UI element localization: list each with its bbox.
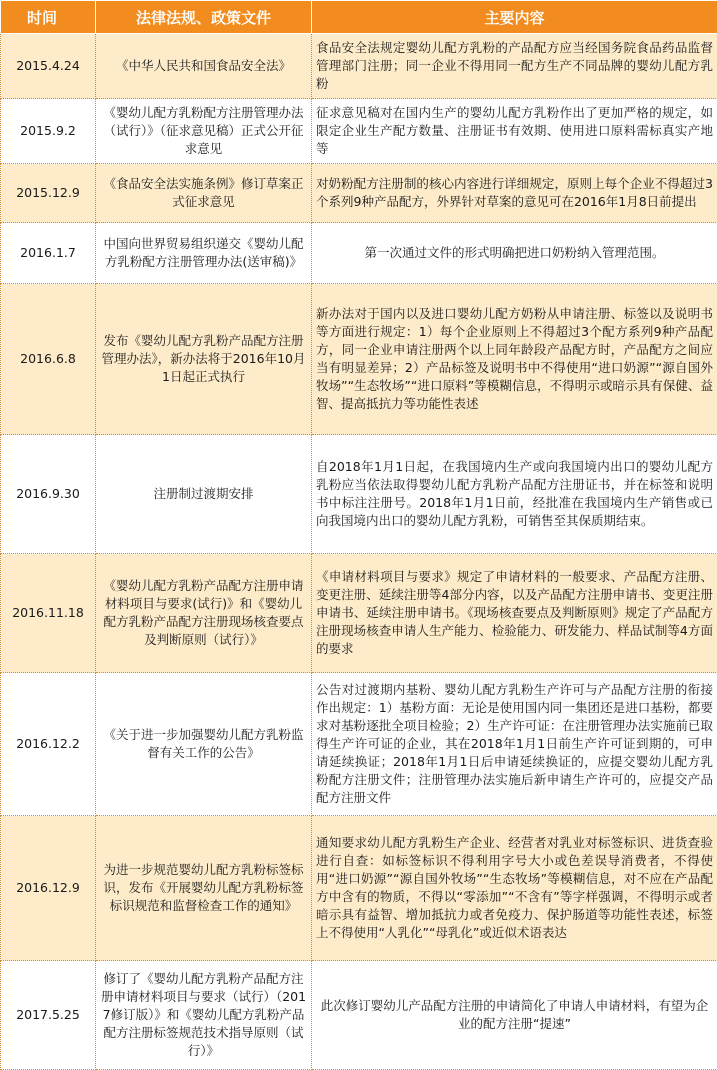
row-date: 2016.1.7	[1, 223, 96, 284]
row-law: 注册制过渡期安排	[96, 435, 312, 554]
row-date: 2015.9.2	[1, 99, 96, 164]
table-row	[1, 164, 717, 223]
row-law: 《婴幼儿配方乳粉产品配方注册申请材料项目与要求(试行)》和《婴幼儿配方乳粉产品配方注册现场核查要点及判断原则（试行）》	[96, 554, 312, 673]
row-date: 2016.12.2	[1, 673, 96, 816]
table-row	[1, 673, 717, 816]
row-date: 2016.9.30	[1, 435, 96, 554]
row-law: 《关于进一步加强婴幼儿配方乳粉监督有关工作的公告》	[96, 673, 312, 816]
table-row	[1, 435, 717, 554]
row-law: 修订了《婴幼儿配方乳粉产品配方注册申请材料项目与要求（试行）（2017修订版）》和《婴幼儿配方乳粉产品配方注册标签规范技术指导原则（试行）》	[96, 961, 312, 1070]
row-law: 发布《婴幼儿配方乳粉产品配方注册管理办法》，新办法将于2016年10月1日起正式执行	[96, 284, 312, 435]
row-content: 此次修订婴幼儿产品配方注册的申请简化了申请人申请材料，有望为企业的配方注册“提速”	[312, 961, 717, 1070]
row-content: 公告对过渡期内基粉、婴幼儿配方乳粉生产许可与产品配方注册的衔接作出规定：1）基粉方面：无论是使用国内同一集团还是进口基粉，都要求对基粉逐批全项目检验；2）生产许可证：在注册管理办法实施前已取得生产许可证的企业，其在2018年1月1日前生产许可证到期的，可申请延续换证；2018年1月1日后申请延续换证的，应提交婴幼儿配方乳粉配方注册文件；注册管理办法实施后新申请生产许可的，应提交产品配方注册文件	[312, 673, 717, 816]
row-law: 《婴幼儿配方乳粉配方注册管理办法（试行）》（征求意见稿）正式公开征求意见	[96, 99, 312, 164]
row-date: 2016.11.18	[1, 554, 96, 673]
row-date: 2016.12.9	[1, 816, 96, 961]
row-date: 2015.4.24	[1, 34, 96, 99]
row-law: 为进一步规范婴幼儿配方乳粉标签标识，发布《开展婴幼儿配方乳粉标签标识规范和监督检查工作的通知》	[96, 816, 312, 961]
table-row	[1, 34, 717, 99]
row-law: 中国向世界贸易组织递交《婴幼儿配方乳粉配方注册管理办法(送审稿)》	[96, 223, 312, 284]
row-date: 2016.6.8	[1, 284, 96, 435]
row-content: 自2018年1月1日起，在我国境内生产或向我国境内出口的婴幼儿配方乳粉应当依法取得婴幼儿配方乳粉产品配方注册证书，并在标签和说明书中标注注册号。2018年1月1日前，经批准在我国境内生产销售或已向我国境内出口的婴幼儿配方乳粉，可销售至其保质期结束。	[312, 435, 717, 554]
header-time: 时间	[1, 1, 96, 34]
row-content: 新办法对于国内以及进口婴幼儿配方奶粉从申请注册、标签以及说明书等方面进行规定：1）每个企业原则上不得超过3个配方系列9种产品配方，同一企业申请注册两个以上同年龄段产品配方时，产品配方之间应当有明显差异；2）产品标签及说明书中不得使用“进口奶源”“源自国外牧场”“生态牧场”“进口原料”等模糊信息，不得明示或暗示具有保健、益智、提高抵抗力等功能性表述	[312, 284, 717, 435]
row-date: 2015.12.9	[1, 164, 96, 223]
table-header-row	[1, 1, 717, 34]
header-law: 法律法规、政策文件	[96, 1, 312, 34]
row-content: 《申请材料项目与要求》规定了申请材料的一般要求、产品配方注册、变更注册、延续注册等4部分内容，以及产品配方注册申请书、变更注册申请书、延续注册申请书。《现场核查要点及判断原则》规定了产品配方注册现场核查申请人生产能力、检验能力、研发能力、样品试制等4方面的要求	[312, 554, 717, 673]
table-row	[1, 816, 717, 961]
row-content: 征求意见稿对在国内生产的婴幼儿配方乳粉作出了更加严格的规定，如限定企业生产配方数量、注册证书有效期、使用进口原料需标真实产地等	[312, 99, 717, 164]
row-law: 《食品安全法实施条例》修订草案正式征求意见	[96, 164, 312, 223]
header-content: 主要内容	[312, 1, 717, 34]
table-row	[1, 223, 717, 284]
row-content: 对奶粉配方注册制的核心内容进行详细规定，原则上每个企业不得超过3个系列9种产品配方，外界针对草案的意见可在2016年1月8日前提出	[312, 164, 717, 223]
table-row	[1, 961, 717, 1070]
table-row	[1, 284, 717, 435]
row-law: 《中华人民共和国食品安全法》	[96, 34, 312, 99]
row-content: 通知要求幼儿配方乳粉生产企业、经营者对乳业对标签标识、进货查验进行自查：如标签标识不得利用字号大小或色差误导消费者，不得使用“进口奶源”“源自国外牧场”“生态牧场”等模糊信息，对不应在产品配方中含有的物质，不得以“零添加”“不含有”等字样强调，不得明示或者暗示具有益智、增加抵抗力或者免疫力、保护肠道等功能性表述，标签上不得使用“人乳化”“母乳化”或近似术语表达	[312, 816, 717, 961]
table-row	[1, 99, 717, 164]
row-content: 食品安全法规定婴幼儿配方乳粉的产品配方应当经国务院食品药品监督管理部门注册；同一企业不得用同一配方生产不同品牌的婴幼儿配方乳粉	[312, 34, 717, 99]
row-date: 2017.5.25	[1, 961, 96, 1070]
table-row	[1, 554, 717, 673]
row-content: 第一次通过文件的形式明确把进口奶粉纳入管理范围。	[312, 223, 717, 284]
